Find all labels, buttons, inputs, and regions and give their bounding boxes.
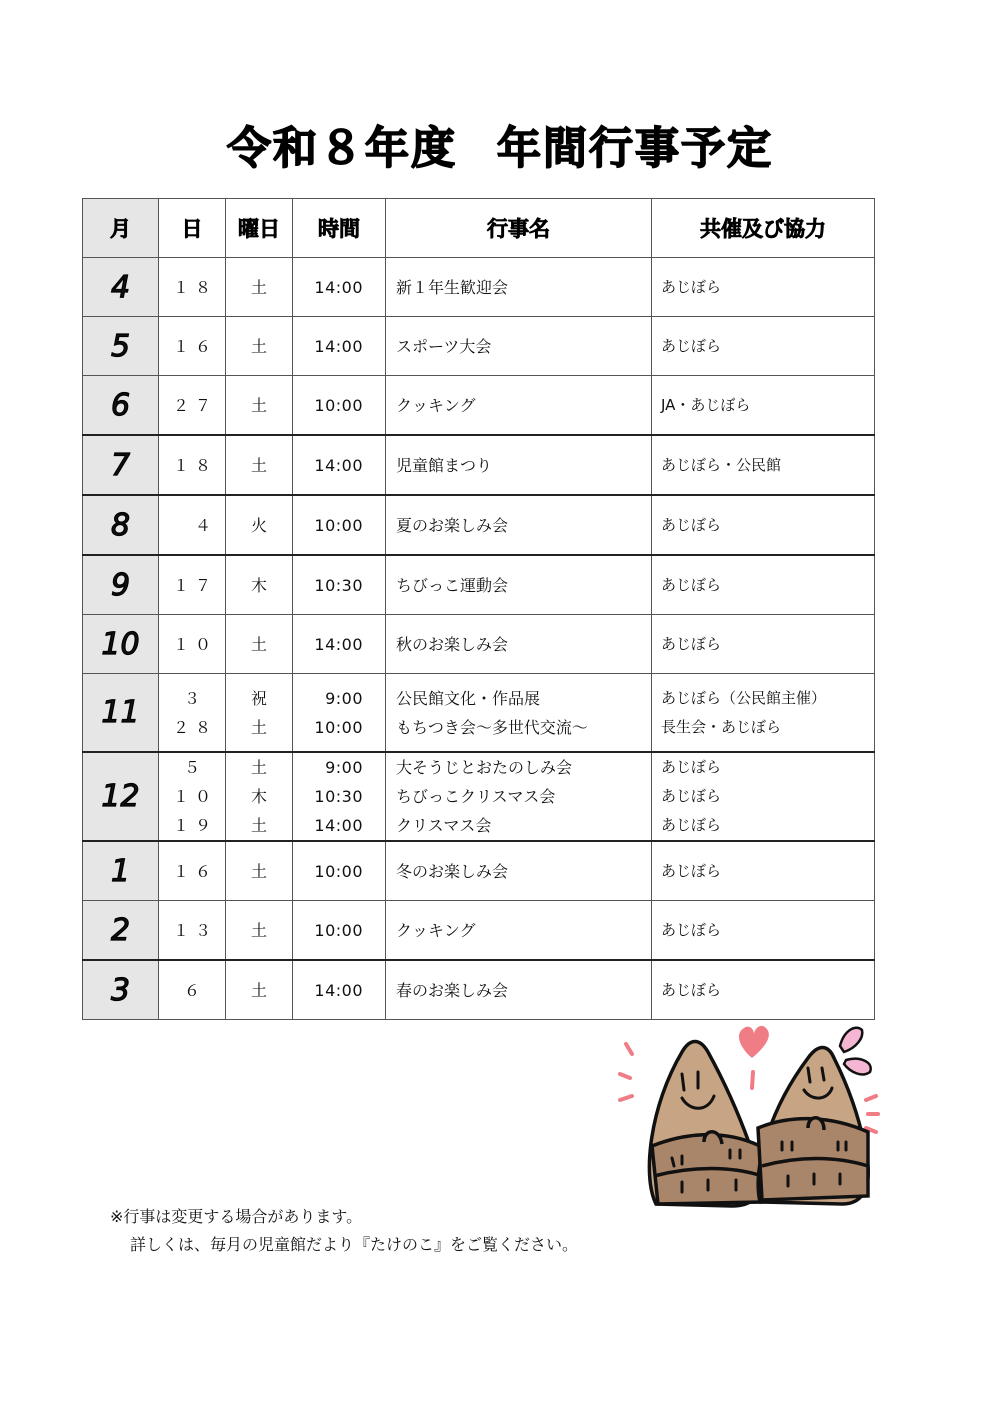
note-line-2: 詳しくは、毎月の児童館だより『たけのこ』をご覧ください。 xyxy=(130,1235,579,1254)
time-cell xyxy=(293,674,386,753)
time-cell xyxy=(293,752,386,841)
weekday-cell xyxy=(226,435,293,495)
cohost-cell xyxy=(652,841,875,901)
cohost-text: あじぼら xyxy=(661,277,722,296)
time-cell xyxy=(293,495,386,555)
event-name-text: もちつき会～多世代交流～ xyxy=(396,717,588,737)
event-name-cell xyxy=(386,615,652,674)
table-row xyxy=(83,752,875,841)
event-name-text: 冬のお楽しみ会 xyxy=(396,861,509,881)
cohost-text: あじぼら xyxy=(661,758,722,776)
event-name-text: 新１年生歓迎会 xyxy=(396,277,509,297)
table-row xyxy=(83,317,875,376)
table-row xyxy=(83,555,875,615)
weekday-cell xyxy=(226,841,293,901)
time-cell xyxy=(293,317,386,376)
bamboo-shoot-couple-illustration xyxy=(612,1016,888,1212)
cohost-cell xyxy=(652,555,875,615)
time-text: 9:00 xyxy=(325,688,363,708)
cohost-cell xyxy=(652,674,875,753)
event-name-cell xyxy=(386,674,652,753)
table-row xyxy=(83,615,875,674)
cohost-text: あじぼら xyxy=(661,634,722,653)
day-text: １０ xyxy=(172,787,217,806)
time-cell xyxy=(293,258,386,317)
header-weekday: 曜日 xyxy=(226,199,293,258)
event-name-cell xyxy=(386,960,652,1020)
cohost-cell xyxy=(652,317,875,376)
header-cohost: 共催及び協力 xyxy=(652,199,875,258)
time-cell xyxy=(293,615,386,674)
event-name-cell xyxy=(386,435,652,495)
time-cell xyxy=(293,435,386,495)
event-name-text: クッキング xyxy=(396,920,476,940)
month-cell: 5 xyxy=(83,317,159,376)
cohost-text: あじぼら xyxy=(661,787,722,805)
weekday-cell xyxy=(226,317,293,376)
table-row xyxy=(83,376,875,436)
event-name-text: 大そうじとおたのしみ会 xyxy=(396,758,573,777)
day-text: １８ xyxy=(172,455,217,475)
event-name-text: 春のお楽しみ会 xyxy=(396,980,509,1000)
time-text: 10:30 xyxy=(314,575,363,595)
cohost-cell xyxy=(652,752,875,841)
day-cell xyxy=(159,555,226,615)
table-row xyxy=(83,435,875,495)
weekday-text: 土 xyxy=(250,336,267,356)
table-row xyxy=(83,674,875,753)
event-name-text: スポーツ大会 xyxy=(396,336,492,356)
time-text: 14:00 xyxy=(314,816,363,835)
cohost-text: あじぼら xyxy=(661,575,722,594)
event-name-cell xyxy=(386,495,652,555)
table-row xyxy=(83,841,875,901)
day-text: ６ xyxy=(183,980,206,1000)
cohost-cell xyxy=(652,960,875,1020)
time-text: 10:30 xyxy=(314,787,363,806)
day-text: １６ xyxy=(172,861,217,881)
month-cell: 6 xyxy=(83,376,159,436)
time-text: 14:00 xyxy=(314,980,363,1000)
event-name-cell xyxy=(386,376,652,436)
table-row xyxy=(83,495,875,555)
event-name-cell xyxy=(386,901,652,961)
day-text: ２７ xyxy=(172,395,217,415)
cohost-text: 長生会・あじぼら xyxy=(661,717,782,736)
cohost-text: あじぼら xyxy=(661,861,722,880)
cohost-cell xyxy=(652,615,875,674)
cohost-cell xyxy=(652,376,875,436)
month-cell: 2 xyxy=(83,901,159,961)
note-line-1: ※行事は変更する場合があります。 xyxy=(110,1207,363,1226)
weekday-text: 土 xyxy=(250,980,267,1000)
weekday-text: 土 xyxy=(250,277,267,297)
day-cell xyxy=(159,258,226,317)
weekday-cell xyxy=(226,258,293,317)
time-cell xyxy=(293,376,386,436)
time-cell xyxy=(293,841,386,901)
day-cell xyxy=(159,495,226,555)
sparkle-right-icon xyxy=(866,1096,878,1132)
table-body xyxy=(83,258,875,1020)
month-cell: 8 xyxy=(83,495,159,555)
cohost-text: あじぼら（公民館主催） xyxy=(661,688,827,707)
cohost-cell xyxy=(652,495,875,555)
cohost-text: あじぼら xyxy=(661,515,722,534)
day-text: １３ xyxy=(172,920,217,940)
weekday-cell xyxy=(226,960,293,1020)
time-text: 14:00 xyxy=(314,336,363,356)
weekday-text: 土 xyxy=(250,758,267,777)
month-cell: 7 xyxy=(83,435,159,495)
event-name-cell xyxy=(386,752,652,841)
title-schedule: 年間行事予定 xyxy=(497,123,773,174)
cohost-text: あじぼら xyxy=(661,336,722,355)
page-title xyxy=(0,112,1000,176)
cohost-text: JA・あじぼら xyxy=(661,395,751,414)
weekday-text: 木 xyxy=(250,575,267,595)
event-name-text: クッキング xyxy=(396,395,476,415)
weekday-text: 祝 xyxy=(250,688,267,708)
event-name-text: 夏のお楽しみ会 xyxy=(396,515,509,535)
day-cell xyxy=(159,960,226,1020)
event-name-cell xyxy=(386,555,652,615)
weekday-text: 土 xyxy=(250,816,267,835)
day-cell xyxy=(159,615,226,674)
title-year: 令和８年度 xyxy=(227,123,457,174)
time-text: 14:00 xyxy=(314,634,363,654)
weekday-text: 土 xyxy=(250,455,267,475)
cohost-text: あじぼら xyxy=(661,816,722,834)
month-cell: 4 xyxy=(83,258,159,317)
weekday-text: 土 xyxy=(250,861,267,881)
month-cell: 9 xyxy=(83,555,159,615)
month-cell: 3 xyxy=(83,960,159,1020)
weekday-text: 土 xyxy=(250,920,267,940)
header-time: 時間 xyxy=(293,199,386,258)
event-name-text: ちびっこ運動会 xyxy=(396,575,509,595)
cohost-text: あじぼら xyxy=(661,980,722,999)
time-cell xyxy=(293,555,386,615)
day-text: １８ xyxy=(172,277,217,297)
weekday-text: 火 xyxy=(250,515,267,535)
weekday-text: 土 xyxy=(250,634,267,654)
weekday-cell xyxy=(226,752,293,841)
day-text: ５ xyxy=(183,758,206,777)
event-name-cell xyxy=(386,841,652,901)
weekday-cell xyxy=(226,495,293,555)
header-month: 月 xyxy=(83,199,159,258)
cohost-text: あじぼら・公民館 xyxy=(661,455,782,474)
heart-icon xyxy=(739,1026,769,1058)
event-name-text: 児童館まつり xyxy=(396,455,493,475)
time-text: 10:00 xyxy=(314,395,363,415)
day-cell xyxy=(159,674,226,753)
time-cell xyxy=(293,960,386,1020)
day-text: ３ xyxy=(183,688,206,708)
notes xyxy=(110,1203,578,1259)
month-cell: 11 xyxy=(83,674,159,753)
time-text: 10:00 xyxy=(314,717,363,737)
day-text: ４ xyxy=(172,515,217,535)
time-text: 14:00 xyxy=(314,277,363,297)
day-cell xyxy=(159,317,226,376)
weekday-cell xyxy=(226,376,293,436)
time-cell xyxy=(293,901,386,961)
weekday-cell xyxy=(226,615,293,674)
time-text: 10:00 xyxy=(314,920,363,940)
event-name-cell xyxy=(386,258,652,317)
time-text: 9:00 xyxy=(325,758,363,777)
bamboo-shoot-right xyxy=(758,1028,871,1204)
cohost-text: あじぼら xyxy=(661,920,722,939)
event-name-cell xyxy=(386,317,652,376)
day-text: １０ xyxy=(172,634,217,654)
table-row xyxy=(83,901,875,961)
weekday-cell xyxy=(226,674,293,753)
day-cell xyxy=(159,901,226,961)
weekday-cell xyxy=(226,901,293,961)
weekday-cell xyxy=(226,555,293,615)
day-text: １６ xyxy=(172,336,217,356)
header-event-name: 行事名 xyxy=(386,199,652,258)
day-text: １９ xyxy=(172,816,217,835)
time-text: 10:00 xyxy=(314,861,363,881)
cohost-cell xyxy=(652,435,875,495)
day-cell xyxy=(159,752,226,841)
cohost-cell xyxy=(652,258,875,317)
day-text: １７ xyxy=(172,575,217,595)
table-row xyxy=(83,258,875,317)
cohost-cell xyxy=(652,901,875,961)
ribbon-icon xyxy=(840,1028,871,1075)
event-name-text: 公民館文化・作品展 xyxy=(396,688,541,708)
weekday-text: 土 xyxy=(250,395,267,415)
time-text: 14:00 xyxy=(314,455,363,475)
event-name-text: ちびっこクリスマス会 xyxy=(396,787,556,806)
table-row xyxy=(83,960,875,1020)
sparkle-left-icon xyxy=(620,1044,632,1100)
month-cell: 1 xyxy=(83,841,159,901)
month-cell: 10 xyxy=(83,615,159,674)
day-cell xyxy=(159,376,226,436)
time-text: 10:00 xyxy=(314,515,363,535)
month-cell: 12 xyxy=(83,752,159,841)
bamboo-shoot-left xyxy=(649,1042,762,1207)
weekday-text: 土 xyxy=(250,717,267,737)
event-name-text: 秋のお楽しみ会 xyxy=(396,634,509,654)
day-cell xyxy=(159,435,226,495)
header-day: 日 xyxy=(159,199,226,258)
event-name-text: クリスマス会 xyxy=(396,816,492,835)
weekday-text: 木 xyxy=(250,787,267,806)
day-text: ２８ xyxy=(172,717,217,737)
day-cell xyxy=(159,841,226,901)
annual-events-table xyxy=(82,198,875,1020)
